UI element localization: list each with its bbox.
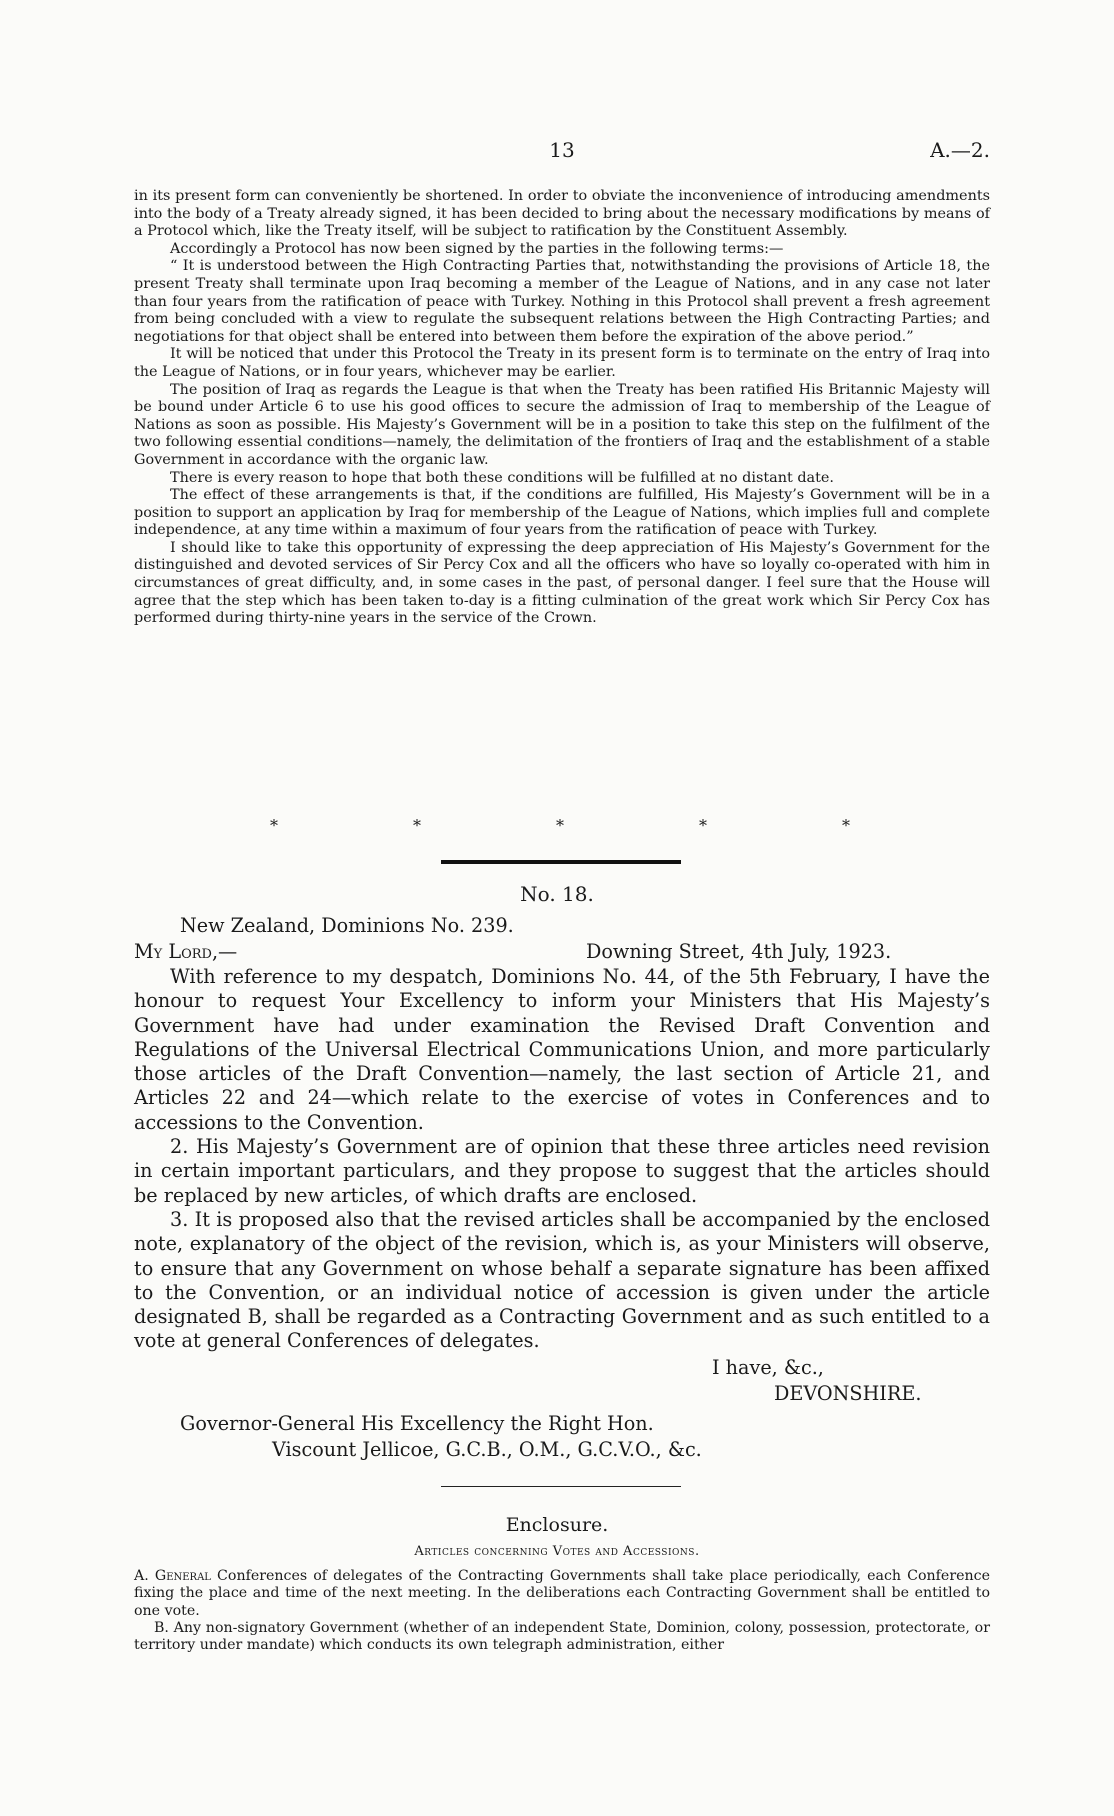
addressee-line: Viscount Jellicoe, G.C.B., O.M., G.C.V.O., &c. (272, 1438, 702, 1461)
heavy-divider (441, 860, 681, 864)
enclosure-body (134, 1568, 990, 1654)
place-date: Downing Street, 4th July, 1923. (586, 940, 892, 963)
signature: DEVONSHIRE. (774, 1382, 922, 1405)
protocol-quote: “ It is understood between the High Contracting Parties that, notwithstanding the provisions of Article 18, the present Treaty shall terminate upon Iraq becoming a member of the League of Nations, and in any case not later than four years from the ratification of peace with Turkey. Nothing in this Protocol shall prevent a fresh agreement from being concluded with a view to regulate the subsequent relations between the High Contracting Parties; and negotiations for that object shall be entered into between them before the expiration of the above period.” (134, 258, 990, 345)
speech-paragraph: in its present form can conveniently be shortened. In order to obviate the inconvenience of introducing amendments into the body of a Treaty already signed, it has been decided to bring about the necessary modifications by means of a Protocol which, like the Treaty itself, will be subject to ratification by the Constituent Assembly. (134, 188, 990, 240)
article-a-label: A. General (134, 1568, 211, 1584)
asterisk: * (842, 816, 850, 835)
salutation: My Lord,— (134, 940, 238, 963)
addressee-line: Governor-General His Excellency the Right Hon. (180, 1412, 654, 1435)
speech-text (134, 188, 990, 628)
page-header (134, 138, 990, 168)
closing: I have, &c., (712, 1356, 824, 1379)
section-separator (270, 816, 850, 835)
thin-divider (441, 1486, 681, 1487)
speech-paragraph: I should like to take this opportunity of expressing the deep appreciation of His Majesty’s Government for the distinguished and devoted services of Sir Percy Cox and all the officers who have so loyally co-operated with him in circumstances of great difficulty, and, in some cases in the past, of personal danger. I feel sure that the House will agree that the step which has been taken to-day is a fitting culmination of the great work which Sir Percy Cox has performed during thirty-nine years in the service of the Crown. (134, 539, 990, 627)
asterisk: * (699, 816, 707, 835)
article-b: B. Any non-signatory Government (whether of an independent State, Dominion, colony, possession, protectorate, or territory under mandate) which conducts its own telegraph administration, either (134, 1619, 990, 1654)
enclosure-title: Enclosure. (505, 1514, 609, 1536)
speech-paragraph: The position of Iraq as regards the League is that when the Treaty has been ratified His Britannic Majesty will be bound under Article 6 to use his good offices to secure the admission of Iraq to membership of the League of Nations as soon as possible. His Majesty’s Government will be in a position to take this step on the fulfilment of the two following essential conditions—namely, the delimitation of the frontiers of Iraq and the establishment of a stable Government in accordance with the organic law. (134, 381, 990, 468)
page-number: 13 (549, 138, 575, 162)
asterisk: * (413, 816, 421, 835)
speech-paragraph: It will be noticed that under this Protocol the Treaty in its present form is to terminate on the entry of Iraq into the League of Nations, or in four years, whichever may be earlier. (134, 346, 990, 380)
despatch-paragraph: 2. His Majesty’s Government are of opinion that these three articles need revision in certain important particulars, and they propose to suggest that the articles should be replaced by new articles, of which drafts are enclosed. (134, 1135, 990, 1207)
despatch-reference: New Zealand, Dominions No. 239. (180, 914, 514, 937)
despatch-paragraph: With reference to my despatch, Dominions No. 44, of the 5th February, I have the honour to request Your Excellency to inform your Ministers that His Majesty’s Government have had under examination the Revised Draft Convention and Regulations of the Universal Electrical Communications Union, and more particularly those articles of the Draft Convention—namely, the last section of Article 21, and Articles 22 and 24—which relate to the exercise of votes in Conferences and to accessions to the Convention. (134, 965, 990, 1134)
asterisk: * (270, 816, 278, 835)
article-a (134, 1568, 990, 1620)
series-reference: A.—2. (930, 138, 990, 162)
article-a-text: Conferences of delegates of the Contracting Governments shall take place periodically, each Conference fixing the place and time of the next meeting. In the deliberations each Contracting Government shall be entitled to one vote. (134, 1568, 990, 1619)
despatch-number: No. 18. (520, 882, 594, 906)
speech-paragraph: There is every reason to hope that both these conditions will be fulfilled at no distant date. (170, 469, 835, 486)
despatch-body (134, 965, 990, 1354)
despatch-paragraph: 3. It is proposed also that the revised articles shall be accompanied by the enclosed note, explanatory of the object of the revision, which is, as your Ministers will observe, to ensure that any Government on whose behalf a separate signature has been affixed to the Convention, or an individual notice of accession is given under the article designated B, shall be regarded as a Contracting Government and as such entitled to a vote at general Conferences of delegates. (134, 1207, 990, 1353)
speech-paragraph: Accordingly a Protocol has now been signed by the parties in the following terms:— (170, 240, 784, 257)
asterisk: * (556, 816, 564, 835)
enclosure-subtitle: Articles concerning Votes and Accessions. (414, 1544, 700, 1559)
speech-paragraph: The effect of these arrangements is that, if the conditions are fulfilled, His Majesty’s Government will be in a position to support an application by Iraq for membership of the League of Nations, which implies full and complete independence, at any time within a maximum of four years from the ratification of peace with Turkey. (134, 487, 990, 539)
